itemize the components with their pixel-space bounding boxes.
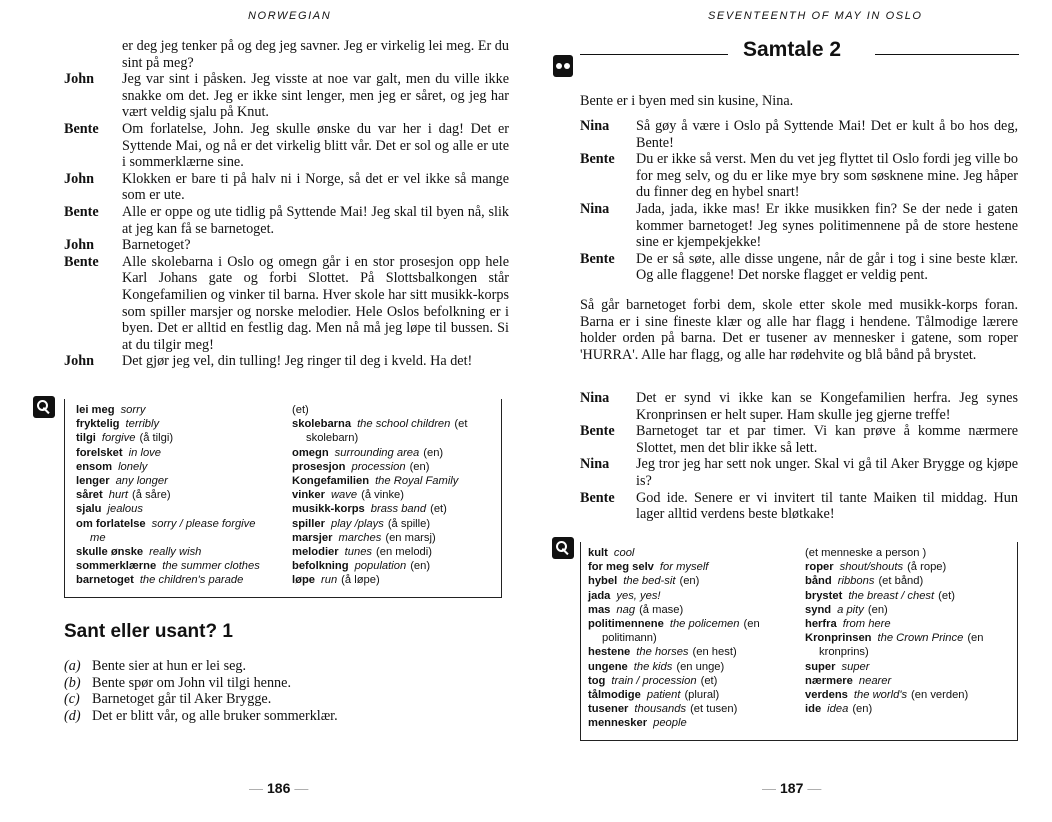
narrative-paragraph: Så går barnetoget forbi dem, skole etter skole med musikk-korps foran. Barna er i sine fineste klær og alle har flagg i hendene. Tålmodige lærere holder orden på barna. Det er tusener av mennesker i gatene, som roper 'HURRA'. Alle har flagg, og alle har rødehvite og blå bånd på brystet.: [580, 297, 1018, 363]
vocab-note: (å vinke): [361, 489, 404, 502]
vocab-word: brystet: [805, 589, 843, 602]
dialogue-line: [580, 151, 1018, 201]
vocab-entry: [292, 460, 502, 474]
vocab-translation: the bed-sit: [623, 575, 676, 588]
vocab-entry: [805, 688, 1017, 702]
vocab-word: sjalu: [76, 503, 102, 516]
vocab-word: prosesjon: [292, 460, 346, 473]
exercise-item: [64, 658, 464, 675]
vocab-note: (en): [867, 603, 888, 616]
vocab-translation: nag: [616, 603, 636, 616]
vocab-word: tusener: [588, 703, 629, 716]
vocab-note: politimann): [602, 632, 657, 645]
vocab-entry: [292, 474, 502, 488]
key-icon: [552, 537, 574, 559]
vocab-note: (å mase): [639, 603, 684, 616]
dialogue-line: [580, 423, 1018, 456]
vocab-word: lenger: [76, 475, 110, 488]
vocab-note: (et): [430, 503, 447, 516]
vocab-entry: [292, 517, 502, 531]
vocab-translation: shout/shouts: [839, 561, 904, 574]
dialogue-line: [64, 171, 509, 204]
speaker-name: Bente: [580, 250, 615, 267]
dialogue-line: [580, 118, 1018, 151]
vocab-word: roper: [805, 561, 834, 574]
vocab-note: (en unge): [676, 660, 725, 673]
page-title: Samtale 2: [743, 38, 842, 61]
vocab-entry: [805, 603, 1017, 617]
dialogue-line: [64, 237, 509, 254]
vocab-entry: [588, 617, 808, 631]
vocab-word: super: [805, 660, 836, 673]
vocab-translation: the kids: [633, 660, 673, 673]
vocab-entry: [805, 617, 1017, 631]
vocab-word: bånd: [805, 575, 832, 588]
dialogue-line: [580, 456, 1018, 489]
vocab-translation: wave: [330, 489, 358, 502]
dialogue-line: [64, 353, 509, 370]
vocab-translation: idea: [827, 703, 849, 716]
vocab-translation: run: [321, 574, 338, 587]
dialogue-text: Det er synd vi ikke kan se Kongefamilien herfra. Jeg synes Kronprinsen er helt super. Ham skulle jeg gjerne treffe!: [636, 390, 1018, 423]
vocab-word: musikk-korps: [292, 503, 365, 516]
vocab-translation: the summer clothes: [162, 560, 260, 573]
vocab-entry: [76, 559, 296, 573]
page-number-left: — 186 —: [249, 780, 309, 796]
vocab-word: ensom: [76, 460, 113, 473]
vocab-word: Kongefamilien: [292, 475, 370, 488]
vocab-note: (å tilgi): [139, 432, 174, 445]
vocab-word: jada: [588, 589, 611, 602]
vocab-note: (et: [454, 418, 468, 431]
right-dialogue-1: [580, 118, 1018, 284]
vocab-word: skulle ønske: [76, 546, 144, 559]
vocab-word: nærmere: [805, 674, 853, 687]
exercise-text: Bente sier at hun er lei seg.: [92, 658, 247, 674]
vocab-word: løpe: [292, 574, 315, 587]
speaker-name: John: [64, 353, 94, 370]
dialogue-text: Jeg var sint i påsken. Jeg visste at noe var galt, men du ville ikke snakke om det. Jeg er ikke sint lenger, men jeg er såret, og jeg har vært veldig sjalu på Knut.: [122, 71, 509, 121]
vocab-translation: the horses: [636, 646, 689, 659]
dialogue-line: [580, 251, 1018, 284]
exercise-label: (c): [64, 691, 80, 708]
vocab-translation: play /plays: [330, 517, 384, 530]
speaker-name: [64, 38, 122, 71]
vocab-translation: the school children: [357, 418, 451, 431]
vocab-translation: a pity: [837, 603, 864, 616]
vocab-word: barnetoget: [76, 574, 134, 587]
exercise-list: [64, 658, 464, 724]
vocab-translation: tunes: [344, 546, 373, 559]
vocab-entry: [588, 603, 808, 617]
vocab-word: forelsket: [76, 446, 123, 459]
vocab-translation: ribbons: [837, 575, 875, 588]
vocab-entry: [292, 446, 502, 460]
vocab-word: verdens: [805, 689, 848, 702]
vocab-translation: the Royal Family: [375, 475, 459, 488]
vocab-word: tog: [588, 674, 606, 687]
speaker-name: Bente: [580, 151, 615, 168]
vocab-note: (en melodi): [376, 546, 432, 559]
vocab-translation: sorry: [120, 404, 146, 416]
vocab-translation: thousands: [634, 703, 687, 716]
vocab-column-1: [588, 546, 808, 731]
vocab-translation: patient: [646, 689, 681, 702]
vocab-word: ungene: [588, 660, 628, 673]
vocab-word: befolkning: [292, 560, 349, 573]
vocab-word: om forlatelse: [76, 517, 146, 530]
vocab-note: (et): [700, 674, 718, 687]
speaker-name: Nina: [580, 456, 610, 473]
vocab-translation: surrounding area: [334, 446, 420, 459]
vocab-translation: population: [354, 560, 407, 573]
speaker-name: Bente: [64, 253, 99, 270]
vocab-note: (en hest): [692, 646, 737, 659]
vocab-word: herfra: [805, 618, 837, 631]
vocab-note: kronprins): [819, 646, 869, 659]
dialogue-text: er deg jeg tenker på og deg jeg savner. Jeg er virkelig lei meg. Er du sint på meg?: [122, 38, 509, 71]
vocab-translation: me: [90, 531, 106, 544]
vocab-translation: sorry / please forgive: [151, 517, 256, 530]
vocab-entry: [292, 502, 502, 516]
vocab-word: hestene: [588, 646, 631, 659]
speaker-name: Nina: [580, 118, 610, 134]
vocab-word: kult: [588, 547, 608, 559]
vocab-translation: any longer: [115, 475, 168, 488]
vocab-translation: super: [841, 660, 870, 673]
exercise-label: (a): [64, 658, 81, 674]
vocab-entry: [292, 531, 502, 545]
dialogue-line: [580, 201, 1018, 251]
vocab-word: hybel: [588, 575, 618, 588]
vocab-translation: procession: [351, 460, 406, 473]
vocab-note: (et tusen): [690, 703, 738, 716]
vocab-entry: [292, 403, 502, 417]
vocab-translation: hurt: [108, 489, 129, 502]
vocab-entry: [76, 488, 296, 502]
vocab-entry: [588, 660, 808, 674]
vocab-entry: [76, 431, 296, 445]
vocab-word: melodier: [292, 546, 339, 559]
vocab-entry: [76, 460, 296, 474]
vocab-translation: marches: [338, 531, 382, 544]
vocab-entry: [588, 631, 808, 645]
vocab-translation: the Crown Prince: [877, 632, 964, 645]
vocab-translation: the breast / chest: [848, 589, 935, 602]
vocab-translation: forgive: [101, 432, 136, 445]
vocab-entry: [76, 517, 296, 531]
exercise-label: (d): [64, 707, 81, 724]
intro-text: Bente er i byen med sin kusine, Nina.: [580, 93, 794, 109]
vocab-word: sommerklærne: [76, 560, 157, 573]
left-dialogue: [64, 38, 509, 370]
vocab-entry: [588, 716, 808, 730]
vocab-translation: people: [653, 717, 687, 730]
vocabulary-box-right: [580, 542, 1018, 741]
vocab-entry: [588, 574, 808, 588]
vocab-translation: really wish: [149, 546, 202, 559]
dialogue-text: De er så søte, alle disse ungene, når de går i tog i sine beste klær. Og alle flaggene! Det norske flagget er veldig pent.: [636, 250, 1018, 284]
vocab-entry: [76, 403, 296, 417]
dialogue-text: Barnetoget?: [122, 237, 191, 254]
speaker-name: Bente: [580, 489, 615, 506]
vocab-entry: [76, 545, 296, 559]
vocab-word: spiller: [292, 517, 325, 530]
vocab-entry: [292, 488, 502, 502]
speaker-name: John: [64, 170, 94, 187]
speaker-name: Bente: [64, 120, 99, 137]
dialogue-line: [580, 390, 1018, 423]
page-number-right: — 187 —: [762, 780, 822, 796]
dialogue-line: [64, 121, 509, 171]
vocab-word: mas: [588, 603, 611, 616]
dialogue-text: Det gjør jeg vel, din tulling! Jeg ringer til deg i kveld. Ha det!: [122, 353, 473, 370]
audio-tape-icon: [553, 55, 573, 77]
dialogue-text: Du er ikke så verst. Men du vet jeg flyttet til Oslo fordi jeg ville bo for meg selv, og du er like mye bry som søsknene mine. Jeg håper du finner deg en hybel snart!: [636, 151, 1018, 201]
dialogue-line: [580, 490, 1018, 523]
speaker-name: Nina: [580, 390, 610, 406]
vocab-column-2: [805, 546, 1017, 716]
dialogue-text: Klokken er bare ti på halv ni i Norge, så det er vel ikke så mange som er ute.: [122, 170, 509, 204]
vocab-translation: for myself: [659, 561, 709, 574]
vocab-entry: [292, 417, 502, 431]
vocab-translation: nearer: [858, 674, 892, 687]
vocab-column-1: [76, 403, 296, 588]
vocab-entry: [805, 702, 1017, 716]
vocab-entry: [805, 645, 1017, 659]
vocab-word: vinker: [292, 489, 325, 502]
vocab-note: (et menneske a person ): [805, 547, 927, 559]
dialogue-text: Alle er oppe og ute tidlig på Syttende Mai! Jeg skal til byen nå, slik at jeg kan få se barnetoget.: [122, 203, 509, 237]
vocab-entry: [292, 559, 502, 573]
vocab-word: Kronprinsen: [805, 632, 872, 645]
vocab-note: (et bånd): [878, 575, 924, 588]
running-head-left: NORWEGIAN: [248, 10, 332, 22]
vocab-entry: [76, 446, 296, 460]
vocab-entry: [588, 560, 808, 574]
speaker-name: Bente: [580, 423, 615, 440]
vocab-entry: [588, 674, 808, 688]
exercise-text: Det er blitt vår, og alle bruker sommerklær.: [92, 707, 338, 724]
title-rule-left: [580, 54, 728, 55]
vocab-entry: [805, 546, 1017, 560]
vocab-entry: [292, 545, 502, 559]
vocab-note: (en): [423, 446, 444, 459]
dialogue-line: [64, 254, 509, 354]
vocab-translation: brass band: [370, 503, 427, 516]
exercise-item: [64, 708, 464, 725]
vocab-note: (et): [938, 589, 955, 602]
vocab-translation: lonely: [118, 460, 148, 473]
vocab-note: skolebarn): [306, 432, 359, 445]
vocab-note: (en: [967, 632, 984, 645]
dialogue-text: Jeg tror jeg har sett nok unger. Skal vi gå til Aker Brygge og kjøpe is?: [636, 456, 1018, 489]
vocab-translation: the world's: [853, 689, 908, 702]
vocab-translation: terribly: [125, 418, 160, 431]
vocab-note: (en marsj): [385, 531, 436, 544]
vocab-word: politimennene: [588, 618, 664, 631]
dialogue-text: Jada, jada, ikke mas! Er ikke musikken fin? Se der nede i gaten kommer barnetoget! Jeg synes politimennene på de store hestene sine er kjempekjekke!: [636, 200, 1018, 251]
vocab-entry: [588, 546, 808, 560]
vocab-word: skolebarna: [292, 418, 352, 431]
vocab-entry: [588, 589, 808, 603]
vocab-entry: [805, 674, 1017, 688]
vocab-word: tålmodige: [588, 689, 641, 702]
vocab-word: synd: [805, 603, 832, 616]
speaker-name: Bente: [64, 203, 99, 220]
vocab-translation: the children's parade: [139, 574, 244, 587]
dialogue-line: [64, 204, 509, 237]
vocab-note: (en): [679, 575, 700, 588]
vocab-entry: [805, 574, 1017, 588]
vocab-translation: yes, yes!: [616, 589, 661, 602]
running-head-right: SEVENTEENTH OF MAY IN OSLO: [708, 10, 923, 22]
vocab-note: (plural): [684, 689, 720, 702]
vocab-entry: [76, 417, 296, 431]
vocab-note: (å løpe): [341, 574, 380, 587]
vocabulary-box-left: [64, 399, 502, 598]
vocab-note: (å rope): [907, 561, 947, 574]
vocab-translation: jealous: [107, 503, 143, 516]
exercise-item: [64, 691, 464, 708]
vocab-note: (en): [409, 460, 430, 473]
exercise-text: Barnetoget går til Aker Brygge.: [92, 691, 272, 708]
vocab-word: omegn: [292, 446, 329, 459]
vocab-entry: [805, 589, 1017, 603]
vocab-word: mennesker: [588, 717, 648, 730]
vocab-entry: [588, 702, 808, 716]
dialogue-line: [64, 71, 509, 121]
vocab-word: marsjer: [292, 531, 333, 544]
vocab-translation: the policemen: [669, 618, 740, 631]
speaker-name: John: [64, 237, 94, 254]
vocab-note: (en verden): [911, 689, 969, 702]
vocab-column-2: [292, 403, 502, 588]
vocab-note: (å spille): [387, 517, 431, 530]
vocab-entry: [805, 660, 1017, 674]
vocab-note: (en): [852, 703, 873, 716]
vocab-word: fryktelig: [76, 418, 120, 431]
vocab-note: (et): [292, 404, 309, 416]
dialogue-line: [64, 38, 509, 71]
vocab-entry: [76, 573, 296, 587]
vocab-note: (å såre): [132, 489, 171, 502]
vocab-entry: [76, 531, 296, 545]
vocab-word: ide: [805, 703, 822, 716]
right-dialogue-2: [580, 390, 1018, 523]
exercise-label: (b): [64, 674, 81, 691]
vocab-entry: [805, 631, 1017, 645]
exercise-title: Sant eller usant? 1: [64, 621, 233, 642]
vocab-entry: [292, 573, 502, 587]
vocab-translation: in love: [128, 446, 161, 459]
dialogue-text: Så gøy å være i Oslo på Syttende Mai! Det er kult å bo hos deg, Bente!: [636, 118, 1018, 151]
speaker-name: Nina: [580, 200, 610, 217]
dialogue-text: Barnetoget tar et par timer. Vi kan prøve å komme nærmere Slottet, men det blir ikke så lett.: [636, 423, 1018, 456]
vocab-entry: [805, 560, 1017, 574]
dialogue-text: Om forlatelse, John. Jeg skulle ønske du var her i dag! Det er Syttende Mai, og nå er det virkelig blitt vår. Det er sol og alle er ute i sommerklærne sine.: [122, 120, 509, 171]
key-icon: [33, 396, 55, 418]
dialogue-text: Alle skolebarna i Oslo og omegn går i en stor prosesjon opp hele Karl Johans gate og forbi Slottet. På Slottsbalkongen står Kongefamilien og vinker til barna. Hver skole har sitt musikk-korps som spiller marsjer og norske melodier. Hele Oslos befolkning er i byen. Det er alltid en festlig dag. Men nå må jeg løpe til bussen. Si at du tilgir meg!: [122, 253, 509, 353]
vocab-note: (en): [410, 560, 431, 573]
vocab-translation: cool: [613, 547, 635, 559]
vocab-word: tilgi: [76, 432, 96, 445]
vocab-word: lei meg: [76, 404, 115, 416]
vocab-entry: [292, 431, 502, 445]
vocab-entry: [76, 474, 296, 488]
vocab-translation: from here: [842, 618, 891, 631]
dialogue-text: God ide. Senere er vi invitert til tante Maiken til middag. Hun lager alltid verdens beste bløtkake!: [636, 489, 1018, 523]
vocab-entry: [588, 688, 808, 702]
vocab-translation: train / procession: [611, 674, 697, 687]
vocab-word: for meg selv: [588, 561, 654, 574]
exercise-item: [64, 675, 464, 692]
vocab-word: såret: [76, 489, 103, 502]
vocab-note: (en: [743, 618, 760, 631]
title-rule-right: [875, 54, 1019, 55]
speaker-name: John: [64, 71, 94, 88]
vocab-entry: [76, 502, 296, 516]
exercise-text: Bente spør om John vil tilgi henne.: [92, 674, 291, 691]
vocab-entry: [588, 645, 808, 659]
